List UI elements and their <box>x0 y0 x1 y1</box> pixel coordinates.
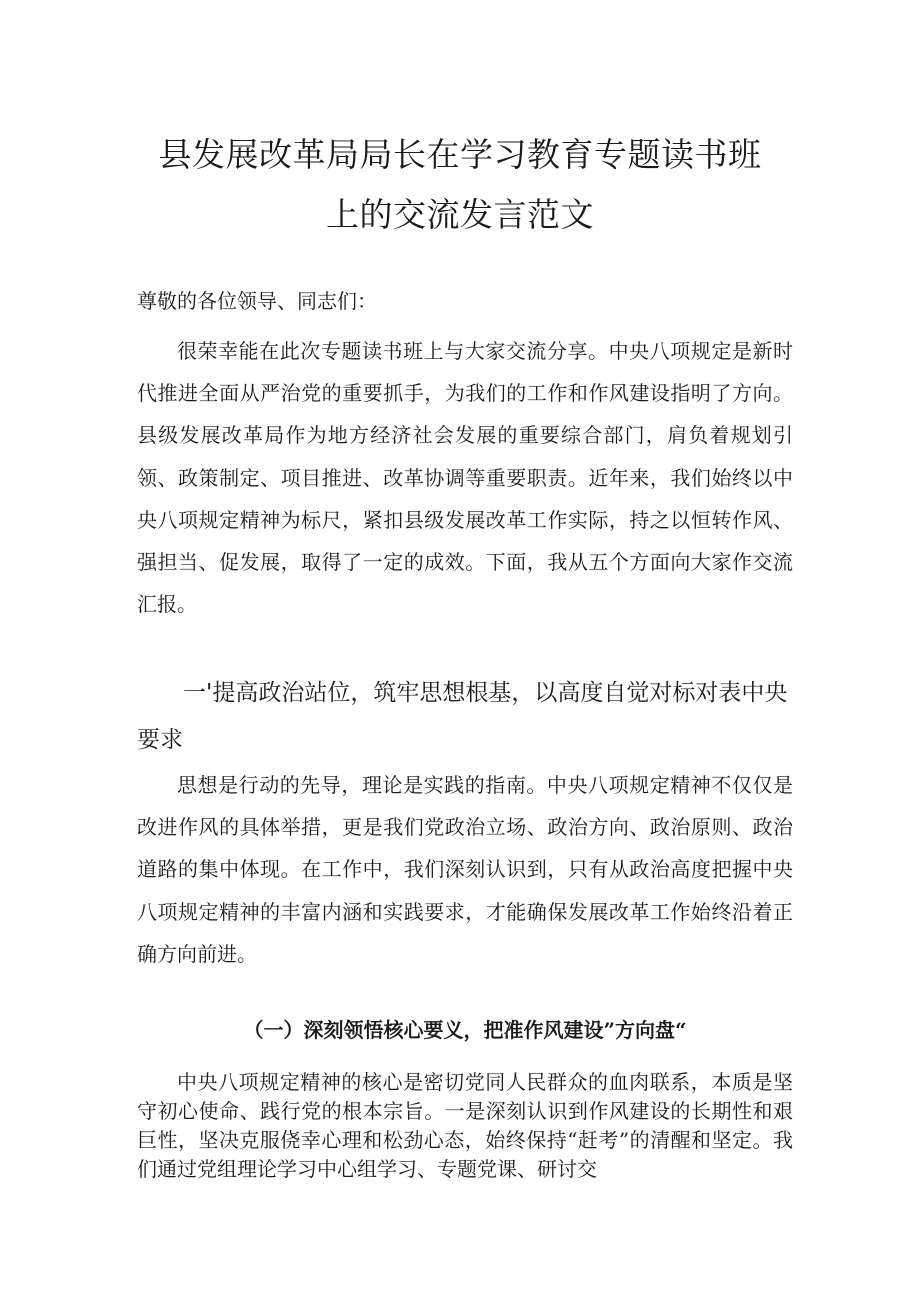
paragraph-intro: 很荣幸能在此次专题读书班上与大家交流分享。中央八项规定是新时代推进全面从严治党的重要抓手，为我们的工作和作风建设指明了方向。县级发展改革局作为地方经济社会发展的重要综合部门，肩负着规划引领、政策制定、项目推进、改革协调等重要职责。近年来，我们始终以中央八项规定精神为标尺，紧扣县级发展改革工作实际，持之以恒转作风、强担当、促发展，取得了一定的成效。下面，我从五个方面向大家作交流汇报。 <box>137 339 793 617</box>
subsection-heading-1: （一）深刻领悟核心要义，把准作风建设”方向盘“ <box>243 1018 687 1042</box>
salutation: 尊敬的各位领导、同志们： <box>137 289 377 313</box>
section-heading-1: 一'提高政治站位，筑牢思想根基，以高度自觉对标对表中央要求 <box>137 680 788 753</box>
paragraph-section-1: 思想是行动的先导，理论是实践的指南。中央八项规定精神不仅仅是改进作风的具体举措，更是我们党政治立场、政治方向、政治原则、政治道路的集中体现。在工作中，我们深刻认识到，只有从政治高度把握中央八项规定精神的丰富内涵和实践要求，才能确保发展改革工作始终沿着正确方向前进。 <box>137 773 793 966</box>
document-title-line-1: 县发展改革局局长在学习教育专题读书班 <box>158 135 762 174</box>
document-title-line-2: 上的交流发言范文 <box>326 195 594 234</box>
paragraph-subsection-1: 中央八项规定精神的核心是密切党同人民群众的血肉联系，本质是坚守初心使命、践行党的根本宗旨。一是深刻认识到作风建设的长期性和艰巨性，坚决克服侥幸心理和松劲心态，始终保持“赶考”的清醒和坚定。我们通过党组理论学习中心组学习、专题党课、研讨交 <box>137 1070 793 1181</box>
